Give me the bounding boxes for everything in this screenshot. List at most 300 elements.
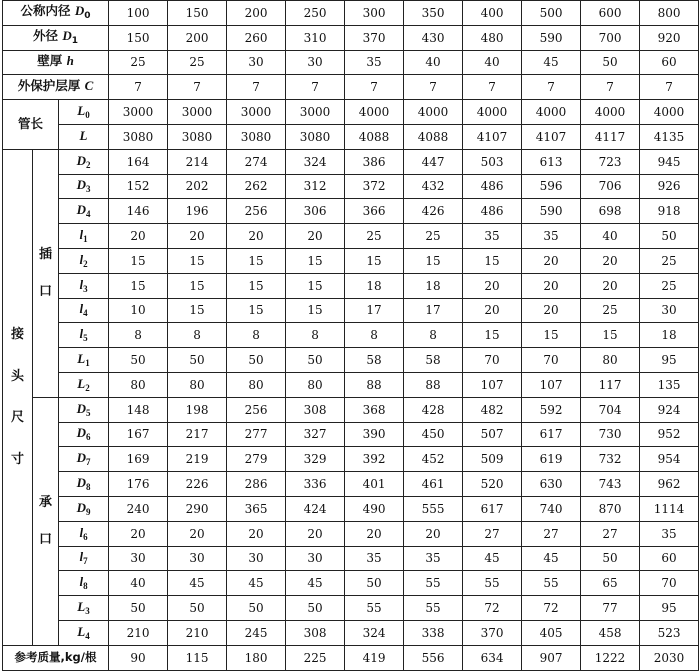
table-row bbox=[3, 75, 699, 100]
symbol-letter: D bbox=[76, 152, 86, 168]
value-cell: 419 bbox=[345, 645, 404, 670]
value-cell: 8 bbox=[345, 323, 404, 348]
value-cell: 15 bbox=[581, 323, 640, 348]
value-cell: 279 bbox=[227, 447, 286, 472]
reference-weight-label: 参考质量,kg/根 bbox=[3, 645, 109, 670]
value-cell: 698 bbox=[581, 199, 640, 224]
value-cell: 503 bbox=[463, 149, 522, 174]
value-cell: 507 bbox=[463, 422, 522, 447]
value-cell: 8 bbox=[168, 323, 227, 348]
table-row bbox=[3, 100, 699, 125]
table-row bbox=[3, 348, 699, 373]
value-cell: 401 bbox=[345, 472, 404, 497]
value-cell: 3000 bbox=[168, 100, 227, 125]
value-cell: 20 bbox=[522, 248, 581, 273]
value-cell: 77 bbox=[581, 596, 640, 621]
value-cell: 200 bbox=[227, 1, 286, 26]
value-cell: 256 bbox=[227, 397, 286, 422]
value-cell: 1114 bbox=[640, 496, 699, 521]
value-cell: 15 bbox=[345, 248, 404, 273]
value-cell: 50 bbox=[168, 348, 227, 373]
value-cell: 200 bbox=[168, 25, 227, 50]
value-cell: 30 bbox=[227, 50, 286, 75]
spigot-group-label bbox=[33, 149, 59, 397]
value-cell: 25 bbox=[640, 248, 699, 273]
value-cell: 30 bbox=[286, 546, 345, 571]
value-cell: 20 bbox=[522, 273, 581, 298]
value-cell: 70 bbox=[463, 348, 522, 373]
value-cell: 27 bbox=[463, 521, 522, 546]
value-cell: 509 bbox=[463, 447, 522, 472]
spigot-symbol bbox=[59, 199, 109, 224]
spigot-symbol bbox=[59, 248, 109, 273]
value-cell: 260 bbox=[227, 25, 286, 50]
vertical-label-char: 寸 bbox=[10, 451, 24, 467]
value-cell: 20 bbox=[227, 521, 286, 546]
value-cell: 486 bbox=[463, 174, 522, 199]
value-cell: 520 bbox=[463, 472, 522, 497]
value-cell: 169 bbox=[109, 447, 168, 472]
table-row bbox=[3, 199, 699, 224]
value-cell: 555 bbox=[404, 496, 463, 521]
symbol-letter: D bbox=[76, 425, 86, 441]
socket-symbol bbox=[59, 472, 109, 497]
pipe-length-symbol bbox=[59, 124, 109, 149]
value-cell: 7 bbox=[286, 75, 345, 100]
value-cell: 426 bbox=[404, 199, 463, 224]
symbol-subscript: 6 bbox=[83, 531, 88, 542]
value-cell: 107 bbox=[522, 372, 581, 397]
value-cell: 962 bbox=[640, 472, 699, 497]
value-cell: 70 bbox=[522, 348, 581, 373]
table-row bbox=[3, 323, 699, 348]
value-cell: 1222 bbox=[581, 645, 640, 670]
value-cell: 4107 bbox=[463, 124, 522, 149]
symbol-subscript: 0 bbox=[84, 11, 91, 22]
value-cell: 277 bbox=[227, 422, 286, 447]
value-cell: 148 bbox=[109, 397, 168, 422]
value-cell: 20 bbox=[463, 298, 522, 323]
value-cell: 15 bbox=[109, 273, 168, 298]
value-cell: 50 bbox=[227, 596, 286, 621]
value-cell: 35 bbox=[640, 521, 699, 546]
symbol-subscript: 3 bbox=[85, 184, 91, 195]
value-cell: 35 bbox=[345, 546, 404, 571]
value-cell: 432 bbox=[404, 174, 463, 199]
value-cell: 50 bbox=[227, 348, 286, 373]
value-cell: 300 bbox=[345, 1, 404, 26]
value-cell: 45 bbox=[463, 546, 522, 571]
value-cell: 8 bbox=[404, 323, 463, 348]
table-row bbox=[3, 496, 699, 521]
row-header bbox=[3, 1, 109, 26]
symbol-subscript: 1 bbox=[83, 234, 88, 245]
value-cell: 392 bbox=[345, 447, 404, 472]
symbol-letter: L bbox=[77, 375, 86, 391]
value-cell: 20 bbox=[581, 248, 640, 273]
value-cell: 20 bbox=[109, 521, 168, 546]
row-label: 外径 bbox=[32, 28, 58, 44]
value-cell: 424 bbox=[286, 496, 345, 521]
value-cell: 4088 bbox=[345, 124, 404, 149]
value-cell: 152 bbox=[109, 174, 168, 199]
spigot-symbol bbox=[59, 224, 109, 249]
table-row bbox=[3, 397, 699, 422]
value-cell: 20 bbox=[581, 273, 640, 298]
socket-symbol bbox=[59, 397, 109, 422]
table-row bbox=[3, 422, 699, 447]
value-cell: 732 bbox=[581, 447, 640, 472]
table-row bbox=[3, 620, 699, 645]
symbol-subscript: 0 bbox=[85, 110, 90, 121]
value-cell: 3000 bbox=[286, 100, 345, 125]
spigot-symbol bbox=[59, 273, 109, 298]
value-cell: 30 bbox=[286, 50, 345, 75]
value-cell: 20 bbox=[227, 224, 286, 249]
value-cell: 310 bbox=[286, 25, 345, 50]
value-cell: 210 bbox=[109, 620, 168, 645]
value-cell: 3080 bbox=[286, 124, 345, 149]
value-cell: 619 bbox=[522, 447, 581, 472]
value-cell: 27 bbox=[581, 521, 640, 546]
socket-symbol bbox=[59, 546, 109, 571]
value-cell: 370 bbox=[345, 25, 404, 50]
symbol-subscript: 6 bbox=[85, 432, 91, 443]
value-cell: 25 bbox=[168, 50, 227, 75]
value-cell: 30 bbox=[168, 546, 227, 571]
value-cell: 55 bbox=[522, 571, 581, 596]
value-cell: 15 bbox=[286, 298, 345, 323]
value-cell: 45 bbox=[286, 571, 345, 596]
value-cell: 88 bbox=[345, 372, 404, 397]
value-cell: 4000 bbox=[581, 100, 640, 125]
value-cell: 743 bbox=[581, 472, 640, 497]
socket-symbol bbox=[59, 571, 109, 596]
value-cell: 50 bbox=[345, 571, 404, 596]
socket-symbol bbox=[59, 422, 109, 447]
value-cell: 329 bbox=[286, 447, 345, 472]
value-cell: 8 bbox=[286, 323, 345, 348]
value-cell: 480 bbox=[463, 25, 522, 50]
table-row bbox=[3, 1, 699, 26]
value-cell: 350 bbox=[404, 1, 463, 26]
symbol-letter: l bbox=[79, 549, 84, 565]
value-cell: 596 bbox=[522, 174, 581, 199]
value-cell: 25 bbox=[640, 273, 699, 298]
symbol-letter: l bbox=[79, 574, 84, 590]
table-row bbox=[3, 372, 699, 397]
value-cell: 50 bbox=[109, 596, 168, 621]
value-cell: 430 bbox=[404, 25, 463, 50]
value-cell: 95 bbox=[640, 348, 699, 373]
table-row bbox=[3, 273, 699, 298]
spigot-symbol bbox=[59, 174, 109, 199]
vertical-label-char: 插 bbox=[38, 246, 52, 262]
value-cell: 4135 bbox=[640, 124, 699, 149]
value-cell: 4000 bbox=[463, 100, 522, 125]
socket-symbol bbox=[59, 521, 109, 546]
row-label: 公称内径 bbox=[20, 3, 71, 19]
value-cell: 50 bbox=[581, 50, 640, 75]
value-cell: 7 bbox=[227, 75, 286, 100]
value-cell: 3080 bbox=[227, 124, 286, 149]
value-cell: 907 bbox=[522, 645, 581, 670]
table-row bbox=[3, 174, 699, 199]
value-cell: 7 bbox=[345, 75, 404, 100]
vertical-label-char: 口 bbox=[38, 284, 52, 300]
value-cell: 30 bbox=[109, 546, 168, 571]
value-cell: 210 bbox=[168, 620, 227, 645]
value-cell: 556 bbox=[404, 645, 463, 670]
value-cell: 18 bbox=[404, 273, 463, 298]
value-cell: 324 bbox=[286, 149, 345, 174]
value-cell: 15 bbox=[286, 273, 345, 298]
value-cell: 164 bbox=[109, 149, 168, 174]
value-cell: 20 bbox=[463, 273, 522, 298]
value-cell: 370 bbox=[463, 620, 522, 645]
value-cell: 372 bbox=[345, 174, 404, 199]
value-cell: 500 bbox=[522, 1, 581, 26]
spigot-symbol bbox=[59, 149, 109, 174]
value-cell: 15 bbox=[286, 248, 345, 273]
row-label: 壁厚 bbox=[37, 52, 63, 68]
value-cell: 4000 bbox=[522, 100, 581, 125]
value-cell: 226 bbox=[168, 472, 227, 497]
table-row bbox=[3, 124, 699, 149]
value-cell: 366 bbox=[345, 199, 404, 224]
value-cell: 202 bbox=[168, 174, 227, 199]
value-cell: 20 bbox=[286, 521, 345, 546]
pipe-length-symbol bbox=[59, 100, 109, 125]
value-cell: 17 bbox=[345, 298, 404, 323]
value-cell: 706 bbox=[581, 174, 640, 199]
value-cell: 20 bbox=[109, 224, 168, 249]
value-cell: 20 bbox=[168, 521, 227, 546]
value-cell: 55 bbox=[404, 571, 463, 596]
value-cell: 15 bbox=[404, 248, 463, 273]
value-cell: 15 bbox=[522, 323, 581, 348]
value-cell: 338 bbox=[404, 620, 463, 645]
value-cell: 50 bbox=[581, 546, 640, 571]
value-cell: 613 bbox=[522, 149, 581, 174]
value-cell: 4117 bbox=[581, 124, 640, 149]
value-cell: 3080 bbox=[109, 124, 168, 149]
value-cell: 15 bbox=[168, 298, 227, 323]
value-cell: 308 bbox=[286, 620, 345, 645]
value-cell: 405 bbox=[522, 620, 581, 645]
value-cell: 450 bbox=[404, 422, 463, 447]
table-row bbox=[3, 596, 699, 621]
value-cell: 7 bbox=[522, 75, 581, 100]
value-cell: 704 bbox=[581, 397, 640, 422]
value-cell: 20 bbox=[345, 521, 404, 546]
value-cell: 180 bbox=[227, 645, 286, 670]
value-cell: 523 bbox=[640, 620, 699, 645]
value-cell: 15 bbox=[168, 273, 227, 298]
value-cell: 723 bbox=[581, 149, 640, 174]
row-header bbox=[3, 75, 109, 100]
symbol-subscript: 4 bbox=[85, 209, 91, 220]
value-cell: 600 bbox=[581, 1, 640, 26]
value-cell: 245 bbox=[227, 620, 286, 645]
table-row bbox=[3, 298, 699, 323]
symbol-letter: D bbox=[76, 177, 86, 193]
table-row bbox=[3, 149, 699, 174]
value-cell: 368 bbox=[345, 397, 404, 422]
pipe-length-label: 管长 bbox=[3, 100, 59, 150]
value-cell: 740 bbox=[522, 496, 581, 521]
value-cell: 217 bbox=[168, 422, 227, 447]
value-cell: 870 bbox=[581, 496, 640, 521]
value-cell: 72 bbox=[463, 596, 522, 621]
value-cell: 55 bbox=[404, 596, 463, 621]
value-cell: 290 bbox=[168, 496, 227, 521]
value-cell: 25 bbox=[109, 50, 168, 75]
symbol-letter: D bbox=[76, 475, 86, 491]
value-cell: 15 bbox=[227, 273, 286, 298]
value-cell: 135 bbox=[640, 372, 699, 397]
value-cell: 65 bbox=[581, 571, 640, 596]
value-cell: 15 bbox=[463, 248, 522, 273]
value-cell: 926 bbox=[640, 174, 699, 199]
value-cell: 80 bbox=[581, 348, 640, 373]
value-cell: 115 bbox=[168, 645, 227, 670]
value-cell: 15 bbox=[168, 248, 227, 273]
symbol-subscript: 1 bbox=[71, 36, 79, 47]
value-cell: 250 bbox=[286, 1, 345, 26]
symbol-letter: L bbox=[77, 623, 86, 639]
symbol-subscript: 2 bbox=[85, 159, 91, 170]
value-cell: 45 bbox=[522, 546, 581, 571]
value-cell: 219 bbox=[168, 447, 227, 472]
value-cell: 45 bbox=[227, 571, 286, 596]
table-row bbox=[3, 645, 699, 670]
value-cell: 4107 bbox=[522, 124, 581, 149]
value-cell: 15 bbox=[227, 298, 286, 323]
value-cell: 486 bbox=[463, 199, 522, 224]
value-cell: 700 bbox=[581, 25, 640, 50]
value-cell: 214 bbox=[168, 149, 227, 174]
socket-group-label bbox=[33, 397, 59, 645]
symbol-letter: D bbox=[76, 202, 86, 218]
spigot-symbol bbox=[59, 298, 109, 323]
value-cell: 3000 bbox=[109, 100, 168, 125]
value-cell: 90 bbox=[109, 645, 168, 670]
value-cell: 274 bbox=[227, 149, 286, 174]
value-cell: 150 bbox=[168, 1, 227, 26]
value-cell: 617 bbox=[463, 496, 522, 521]
symbol-subscript: 8 bbox=[85, 482, 91, 493]
value-cell: 7 bbox=[463, 75, 522, 100]
vertical-label-char: 尺 bbox=[10, 410, 24, 426]
symbol-letter: l bbox=[79, 301, 84, 317]
row-header bbox=[3, 25, 109, 50]
value-cell: 60 bbox=[640, 50, 699, 75]
value-cell: 4000 bbox=[640, 100, 699, 125]
symbol-subscript: 1 bbox=[85, 358, 90, 369]
value-cell: 20 bbox=[168, 224, 227, 249]
symbol-letter: L bbox=[79, 127, 88, 143]
value-cell: 45 bbox=[168, 571, 227, 596]
symbol-letter: D bbox=[76, 499, 86, 515]
value-cell: 262 bbox=[227, 174, 286, 199]
value-cell: 592 bbox=[522, 397, 581, 422]
table-body bbox=[3, 1, 699, 671]
value-cell: 730 bbox=[581, 422, 640, 447]
value-cell: 30 bbox=[640, 298, 699, 323]
value-cell: 80 bbox=[286, 372, 345, 397]
value-cell: 18 bbox=[345, 273, 404, 298]
socket-symbol bbox=[59, 596, 109, 621]
value-cell: 4000 bbox=[404, 100, 463, 125]
value-cell: 286 bbox=[227, 472, 286, 497]
value-cell: 8 bbox=[227, 323, 286, 348]
value-cell: 40 bbox=[581, 224, 640, 249]
value-cell: 7 bbox=[168, 75, 227, 100]
value-cell: 3080 bbox=[168, 124, 227, 149]
symbol-letter: l bbox=[79, 326, 84, 342]
value-cell: 7 bbox=[404, 75, 463, 100]
value-cell: 70 bbox=[640, 571, 699, 596]
value-cell: 100 bbox=[109, 1, 168, 26]
symbol-subscript: 3 bbox=[83, 283, 88, 294]
value-cell: 196 bbox=[168, 199, 227, 224]
value-cell: 58 bbox=[404, 348, 463, 373]
socket-symbol bbox=[59, 447, 109, 472]
value-cell: 25 bbox=[581, 298, 640, 323]
value-cell: 150 bbox=[109, 25, 168, 50]
value-cell: 4088 bbox=[404, 124, 463, 149]
socket-symbol bbox=[59, 496, 109, 521]
pipe-spec-table bbox=[2, 0, 699, 671]
table-row bbox=[3, 50, 699, 75]
value-cell: 458 bbox=[581, 620, 640, 645]
value-cell: 15 bbox=[463, 323, 522, 348]
value-cell: 35 bbox=[463, 224, 522, 249]
value-cell: 461 bbox=[404, 472, 463, 497]
value-cell: 107 bbox=[463, 372, 522, 397]
table-row bbox=[3, 472, 699, 497]
value-cell: 35 bbox=[404, 546, 463, 571]
value-cell: 7 bbox=[109, 75, 168, 100]
spigot-symbol bbox=[59, 323, 109, 348]
socket-symbol bbox=[59, 620, 109, 645]
vertical-label-char: 口 bbox=[38, 532, 52, 548]
value-cell: 365 bbox=[227, 496, 286, 521]
value-cell: 17 bbox=[404, 298, 463, 323]
value-cell: 50 bbox=[286, 596, 345, 621]
symbol-letter: L bbox=[77, 599, 86, 615]
symbol-letter: D bbox=[76, 450, 86, 466]
symbol-subscript: 2 bbox=[85, 382, 90, 393]
value-cell: 225 bbox=[286, 645, 345, 670]
value-cell: 18 bbox=[640, 323, 699, 348]
value-cell: 490 bbox=[345, 496, 404, 521]
value-cell: 240 bbox=[109, 496, 168, 521]
vertical-label-char: 承 bbox=[38, 494, 52, 510]
value-cell: 20 bbox=[404, 521, 463, 546]
value-cell: 634 bbox=[463, 645, 522, 670]
symbol-subscript: 9 bbox=[85, 506, 91, 517]
value-cell: 800 bbox=[640, 1, 699, 26]
symbol-letter: h bbox=[66, 52, 74, 68]
value-cell: 50 bbox=[640, 224, 699, 249]
vertical-label-char: 头 bbox=[10, 368, 24, 384]
value-cell: 428 bbox=[404, 397, 463, 422]
symbol-subscript: 8 bbox=[83, 581, 88, 592]
value-cell: 327 bbox=[286, 422, 345, 447]
value-cell: 324 bbox=[345, 620, 404, 645]
